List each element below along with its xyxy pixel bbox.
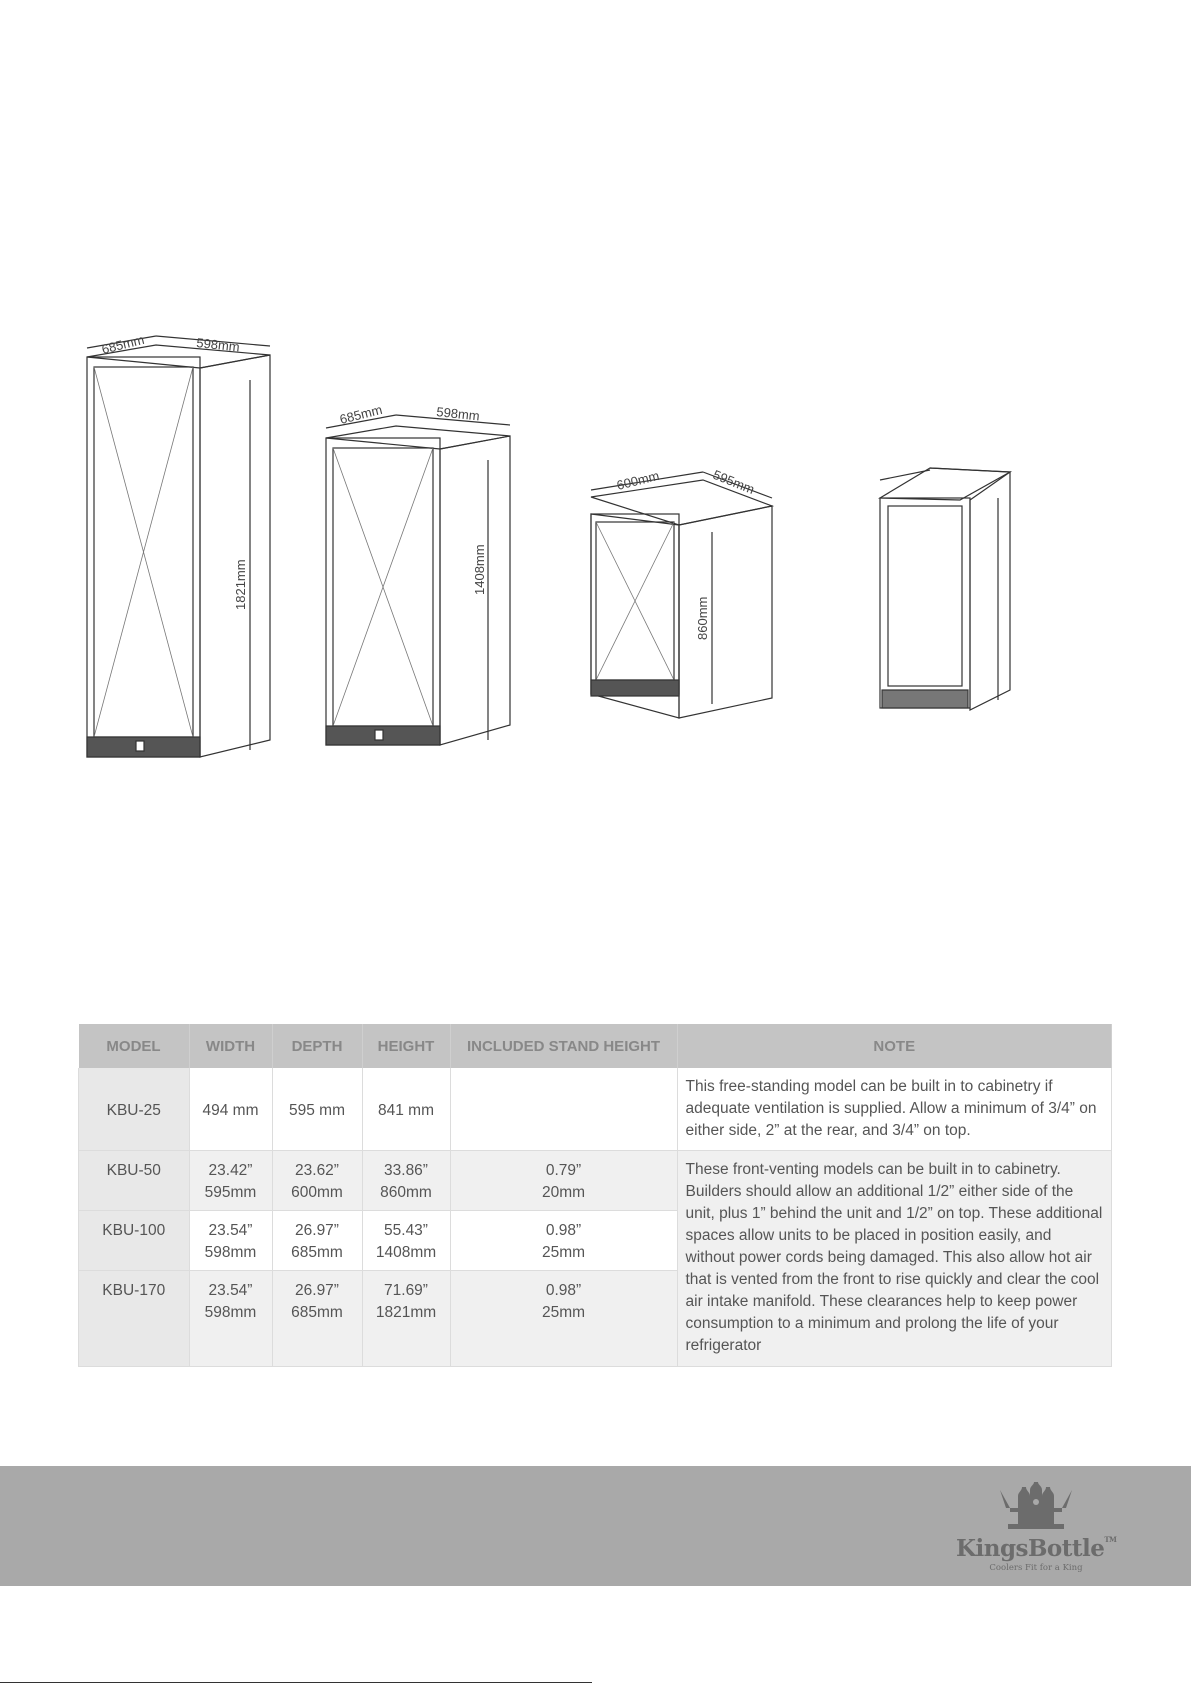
brand-logo [956, 1482, 1116, 1574]
cell-width-mm: 598mm [204, 1244, 257, 1261]
cell-depth-inches: 26.97” [295, 1222, 339, 1239]
cell-stand-height [450, 1271, 677, 1367]
dim-label-height-3: 860mm [695, 596, 710, 640]
cell-depth-mm: 685mm [291, 1304, 343, 1321]
cell-stand-inches: 0.98” [545, 1282, 582, 1299]
dim-label-height-1: 1821mm [233, 559, 248, 610]
cell-depth: 595 mm [272, 1068, 362, 1151]
drawing-undercounter-cooler [591, 472, 772, 718]
brand-wordmark: KingsBottle [956, 1535, 1105, 1562]
cell-stand-mm: 20mm [541, 1184, 586, 1201]
page-bottom-rule [0, 1682, 592, 1683]
cell-stand-height [450, 1211, 677, 1271]
table-row [79, 1151, 1112, 1211]
cell-depth [272, 1211, 362, 1271]
cell-note: This free-standing model can be built in to cabinetry if adequate ventilation is supplied. Allow a minimum of 3/4” on either side, 2” at the rear, and 3/4” on top. [677, 1068, 1112, 1151]
cell-width [189, 1211, 272, 1271]
table-row [79, 1068, 1112, 1151]
header-model: MODEL [79, 1024, 190, 1068]
cell-width-inches: 23.42” [208, 1162, 253, 1179]
cell-height [362, 1211, 450, 1271]
cell-height [362, 1151, 450, 1211]
cell-width [189, 1151, 272, 1211]
drawing-compact-cooler [880, 468, 1010, 710]
cell-height-mm: 1821mm [375, 1304, 437, 1321]
brand-tagline: Coolers Fit for a King [989, 1563, 1083, 1573]
cell-stand-inches: 0.79” [545, 1162, 582, 1179]
cell-depth-mm: 600mm [291, 1184, 343, 1201]
header-stand-height: INCLUDED STAND HEIGHT [450, 1024, 677, 1068]
cell-stand-inches: 0.98” [545, 1222, 582, 1239]
cell-note: These front-venting models can be built in to cabinetry. Builders should allow an additional 1/2” either side of the unit, plus 1” behind the unit and 1/2” on top. These additional spaces allow units to be placed in position easily, and without power cords being damaged. This also allow hot air that is vented from the front to rise quickly and clear the cool air intake manifold. These clearances help to keep power consumption to a minimum and prolong the life of your refrigerator [677, 1151, 1112, 1367]
header-width: WIDTH [189, 1024, 272, 1068]
cell-width: 494 mm [189, 1068, 272, 1151]
dim-label-width-2: 598mm [435, 404, 481, 424]
dim-label-depth-1: 685mm [100, 331, 146, 357]
cell-width [189, 1271, 272, 1367]
dim-label-height-2: 1408mm [472, 544, 487, 595]
cell-height-mm: 860mm [380, 1184, 432, 1201]
cell-height [362, 1271, 450, 1367]
cell-stand-mm: 25mm [541, 1244, 586, 1261]
cooler-line-drawings [0, 300, 1191, 800]
spec-table [78, 1024, 1112, 1367]
crown-bottles-icon [996, 1482, 1076, 1532]
cell-model: KBU-100 [79, 1211, 190, 1271]
cell-height: 841 mm [362, 1068, 450, 1151]
dim-label-width-1: 598mm [195, 335, 241, 355]
cell-width-inches: 23.54” [208, 1222, 253, 1239]
drawing-tall-cooler [87, 336, 270, 757]
dim-label-depth-2: 685mm [338, 401, 384, 427]
cell-depth [272, 1151, 362, 1211]
cell-height-mm: 1408mm [375, 1244, 437, 1261]
cell-depth-mm: 685mm [291, 1244, 343, 1261]
cell-model: KBU-50 [79, 1151, 190, 1211]
cell-stand-height [450, 1068, 677, 1151]
cell-model: KBU-170 [79, 1271, 190, 1367]
cell-stand-mm: 25mm [541, 1304, 586, 1321]
cell-height-inches: 71.69” [384, 1282, 428, 1299]
trademark-mark: TM [1104, 1535, 1117, 1544]
header-height: HEIGHT [362, 1024, 450, 1068]
header-note: NOTE [677, 1024, 1112, 1068]
cell-depth-inches: 26.97” [295, 1282, 339, 1299]
footer-band [0, 1466, 1191, 1586]
cell-height-inches: 55.43” [384, 1222, 428, 1239]
cell-depth [272, 1271, 362, 1367]
cell-width-inches: 23.54” [208, 1282, 253, 1299]
cell-model: KBU-25 [79, 1068, 190, 1151]
cell-stand-height [450, 1151, 677, 1211]
dim-label-width-3: 595mm [710, 466, 757, 498]
cell-depth-inches: 23.62” [295, 1162, 339, 1179]
header-depth: DEPTH [272, 1024, 362, 1068]
cell-width-mm: 595mm [204, 1184, 257, 1201]
product-drawings [0, 300, 1191, 800]
cell-width-mm: 598mm [204, 1304, 257, 1321]
table-header-row [79, 1024, 1112, 1068]
cell-height-inches: 33.86” [384, 1162, 428, 1179]
brand-name [956, 1535, 1116, 1562]
dim-label-depth-3: 600mm [615, 467, 661, 493]
